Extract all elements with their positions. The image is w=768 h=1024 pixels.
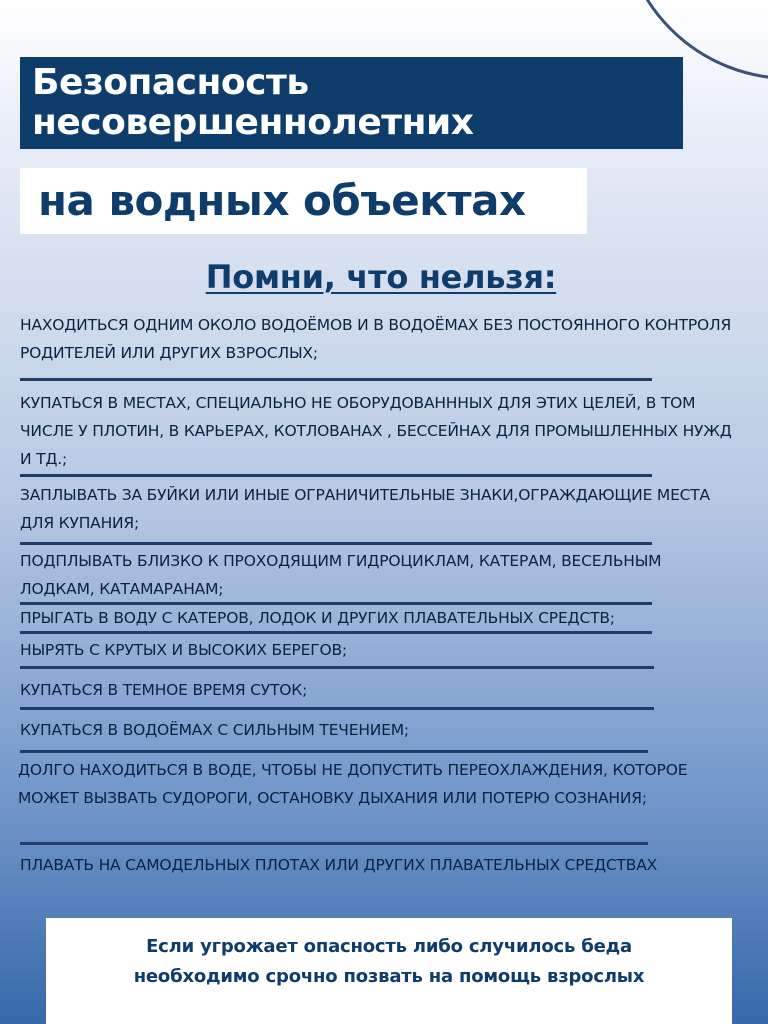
- divider: [20, 750, 648, 753]
- rule-item: ПРЫГАТЬ В ВОДУ С КАТЕРОВ, ЛОДОК И ДРУГИХ ПЛАВАТЕЛЬНЫХ СРЕДСТВ;: [20, 609, 615, 627]
- rule-item: НАХОДИТЬСЯ ОДНИМ ОКОЛО ВОДОЁМОВ И В ВОДОЁМАХ БЕЗ ПОСТОЯННОГО КОНТРОЛЯ РОДИТЕЛЕЙ ИЛИ ДРУГИХ ВЗРОСЛЫХ;: [20, 316, 732, 362]
- divider: [20, 542, 652, 545]
- divider: [20, 707, 654, 710]
- divider: [20, 631, 652, 634]
- title-banner: [20, 57, 683, 149]
- rule-item: КУПАТЬСЯ В ВОДОЁМАХ С СИЛЬНЫМ ТЕЧЕНИЕМ;: [20, 721, 409, 739]
- callout-line-1: Если угрожает опасность либо случилось беда: [146, 936, 632, 957]
- section-heading: [0, 254, 768, 300]
- rule-item: ПОДПЛЫВАТЬ БЛИЗКО К ПРОХОДЯЩИМ ГИДРОЦИКЛАМ, КАТЕРАМ, ВЕСЕЛЬНЫМ ЛОДКАМ, КАТАМАРАНАМ;: [20, 552, 662, 598]
- rule-item: КУПАТЬСЯ В ТЕМНОЕ ВРЕМЯ СУТОК;: [20, 681, 308, 699]
- divider: [20, 474, 652, 477]
- divider: [20, 378, 652, 381]
- divider: [20, 666, 654, 669]
- callout-line-2: необходимо срочно позвать на помощь взрослых: [133, 966, 645, 987]
- title-line-2: несовершеннолетних: [32, 102, 474, 143]
- rule-item: ДОЛГО НАХОДИТЬСЯ В ВОДЕ, ЧТОБЫ НЕ ДОПУСТИТЬ ПЕРЕОХЛАЖДЕНИЯ, КОТОРОЕ МОЖЕТ ВЫЗВАТЬ СУДОРОГИ, ОСТАНОВКУ ДЫХАНИЯ ИЛИ ПОТЕРЮ СОЗНАНИЯ;: [18, 761, 688, 807]
- subtitle-banner: [20, 168, 587, 234]
- title-line-1: Безопасность: [32, 62, 309, 103]
- divider: [20, 842, 648, 845]
- rule-item: НЫРЯТЬ С КРУТЫХ И ВЫСОКИХ БЕРЕГОВ;: [20, 641, 347, 659]
- heading-text: Помни, что нельзя:: [205, 258, 557, 296]
- callout-box: [46, 918, 732, 1024]
- rule-item: ПЛАВАТЬ НА САМОДЕЛЬНЫХ ПЛОТАХ ИЛИ ДРУГИХ ПЛАВАТЕЛЬНЫХ СРЕДСТВАХ: [20, 856, 658, 874]
- rule-item: КУПАТЬСЯ В МЕСТАХ, СПЕЦИАЛЬНО НЕ ОБОРУДОВАНННЫХ ДЛЯ ЭТИХ ЦЕЛЕЙ, В ТОМ ЧИСЛЕ У ПЛОТИН, В КАРЬЕРАХ, КОТЛОВАНАХ , БЕССЕЙНАХ ДЛЯ ПРОМЫШЛЕННЫХ НУЖД И ТД.;: [20, 394, 732, 468]
- subtitle: на водных объектах: [38, 176, 526, 225]
- rule-item: ЗАПЛЫВАТЬ ЗА БУЙКИ ИЛИ ИНЫЕ ОГРАНИЧИТЕЛЬНЫЕ ЗНАКИ,ОГРАЖДАЮЩИЕ МЕСТА ДЛЯ КУПАНИЯ;: [20, 486, 710, 532]
